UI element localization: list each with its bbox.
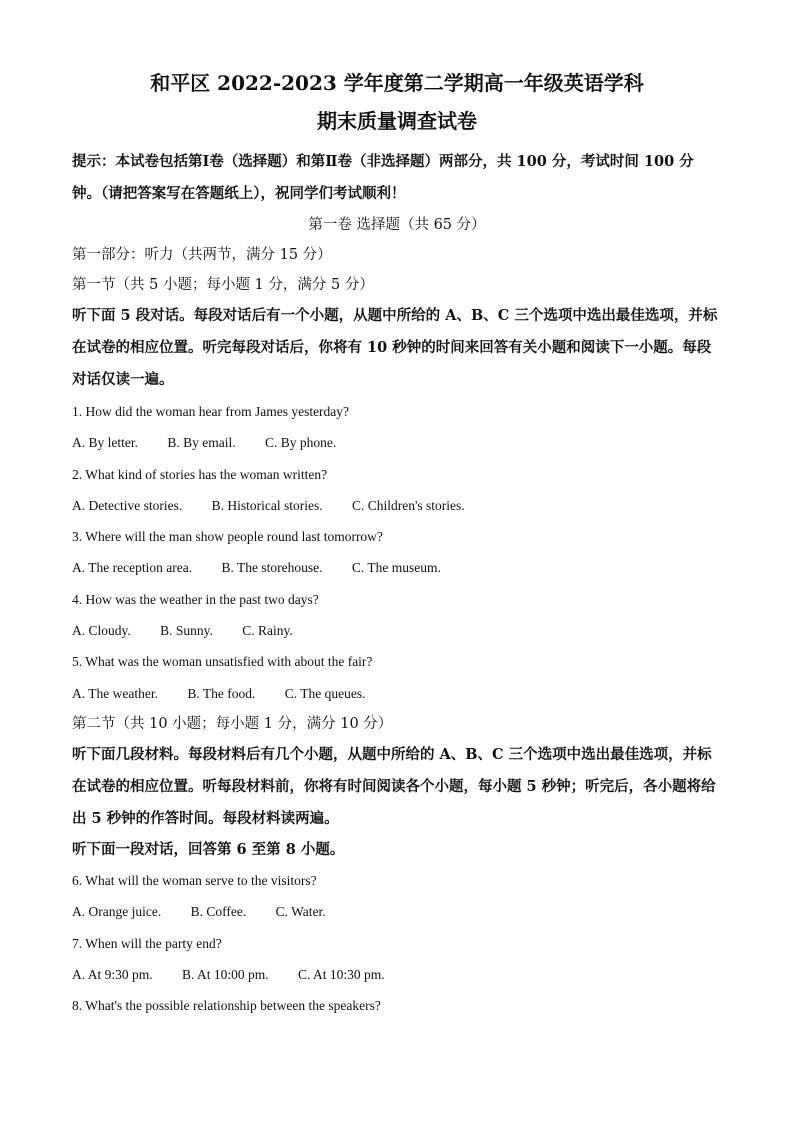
option-b: B. The food. [187,685,256,701]
exam-notice: 提示：本试卷包括第Ⅰ卷（选择题）和第Ⅱ卷（非选择题）两部分，共 100 分，考试时间 100 分钟。（请把答案写在答题纸上），祝同学们考试顺利！ [72,153,694,202]
option-a: A. Orange juice. [72,904,162,920]
option-c: C. The museum. [351,560,441,576]
option-a: A. The reception area. [72,560,193,576]
question-6: 6. What will the woman serve to the visitors? [72,872,317,888]
question-1: 1. How did the woman hear from James yesterday? [72,404,350,419]
exam-title-line1: 和平区 2022-2023 学年度第二学期高一年级英语学科 [150,71,644,95]
section2-questions [72,865,722,1021]
option-c: C. Rainy. [242,623,293,639]
option-b: B. Sunny. [160,623,213,639]
volume1-title: 第一卷 选择题（共 65 分） [308,217,486,233]
exam-title-line2: 期末质量调查试卷 [317,109,477,133]
option-c: C. Water. [275,904,326,920]
question-1-options [72,427,722,458]
option-b: B. At 10:00 pm. [182,966,269,982]
part1-title: 第一部分：听力（共两节，满分 15 分） [72,247,332,263]
section2-sub-instruction: 听下面一段对话，回答第 6 至第 8 小题。 [72,840,345,858]
question-3: 3. Where will the man show people round last tomorrow? [72,529,383,545]
question-8: 8. What's the possible relationship between the speakers? [72,998,381,1014]
option-c: C. By phone. [265,435,337,451]
question-6-options [72,896,722,927]
question-7-options [72,959,722,990]
option-a: A. Detective stories. [72,497,183,513]
option-a: A. The weather. [72,685,158,701]
question-7: 7. When will the party end? [72,935,222,951]
question-4-options [72,615,722,646]
option-b: B. By email. [167,435,236,451]
question-5-options [72,678,722,709]
option-a: A. At 9:30 pm. [72,966,153,982]
question-4: 4. How was the weather in the past two days? [72,591,319,607]
option-c: C. Children's stories. [351,497,465,513]
section2-instruction: 听下面几段材料。每段材料后有几个小题，从题中所给的 A、B、C 三个选项中选出最佳选项，并标在试卷的相应位置。听每段材料前，你将有时间阅读各个小题，每小题 5 秒钟；听完后，各小题将给出 5 秒钟的作答时间。每段材料读两遍。 [72,745,716,827]
section1-instruction: 听下面 5 段对话。每段对话后有一个小题，从题中所给的 A、B、C 三个选项中选出最佳选项，并标在试卷的相应位置。听完每段对话后，你将有 10 秒钟的时间来回答有关小题和阅读下一小题。每段对话仅读一遍。 [72,307,718,388]
option-a: A. Cloudy. [72,623,131,639]
option-c: C. At 10:30 pm. [298,966,385,982]
option-b: B. Historical stories. [211,497,323,513]
question-3-options [72,552,722,583]
section1-questions [72,396,722,709]
option-b: B. Coffee. [190,904,247,920]
option-a: A. By letter. [72,435,138,451]
question-2: 2. What kind of stories has the woman written? [72,466,328,482]
question-2-options [72,490,722,521]
option-c: C. The queues. [284,685,366,701]
section2-title: 第二节（共 10 小题；每小题 1 分，满分 10 分） [72,715,393,732]
question-5: 5. What was the woman unsatisfied with about the fair? [72,654,373,670]
section1-title: 第一节（共 5 小题；每小题 1 分，满分 5 分） [72,277,374,293]
option-b: B. The storehouse. [221,560,323,576]
